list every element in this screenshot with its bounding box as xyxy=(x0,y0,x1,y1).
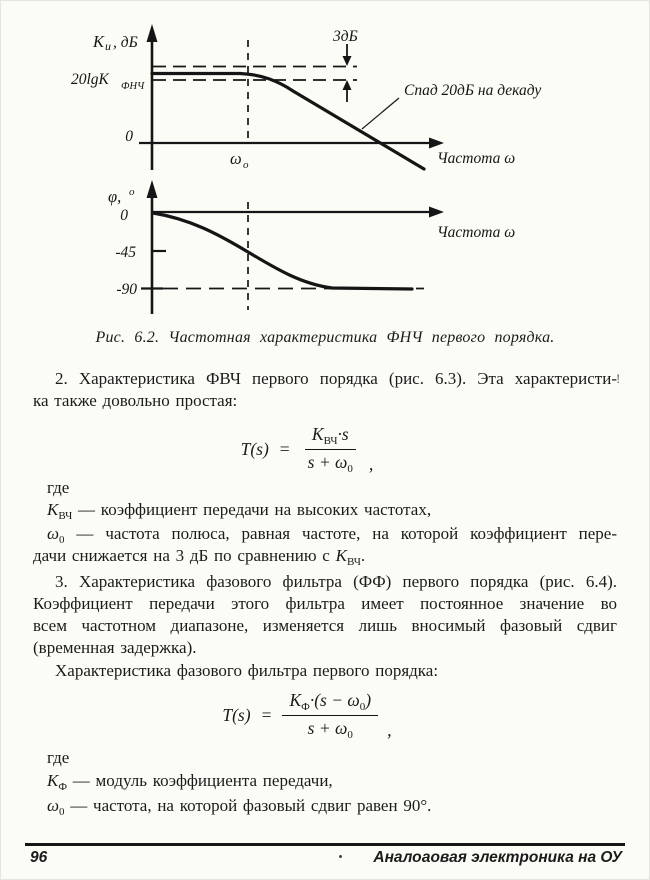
paragraph-3-line-1: 3. Характеристика фазового фильтра (ФФ) первого порядка (рис. 6.4). xyxy=(55,572,617,591)
footer-dot-artifact xyxy=(339,855,342,858)
definition-kvch: $K_{ВЧ}$ — коэффициент передачи на высоких частотах, xyxy=(47,500,432,522)
equals-sign: = xyxy=(279,439,290,459)
three-db-arrow-up-icon xyxy=(343,80,352,90)
footer-rule xyxy=(25,843,625,846)
mag-response-curve xyxy=(152,74,424,170)
mag-y-axis-label: K xyxy=(93,32,105,51)
phase-y-axis-label: φ, xyxy=(108,187,122,206)
definition-kf: $K_Ф$ — модуль коэффициента передачи, xyxy=(47,771,333,793)
formula-hpf-lhs: T(s) xyxy=(240,439,269,459)
formula-allpass-numerator: $K_Ф\cdot(s - \omega_0)$ xyxy=(282,690,378,716)
phase-tick-45-label: -45 xyxy=(115,244,136,261)
three-db-label: 3дБ xyxy=(333,28,358,45)
paragraph-4: Характеристика фазового фильтра первого порядка: xyxy=(55,661,439,680)
paragraph-3-line-2: Коэффициент передачи этого фильтра имеет постоянное значение во xyxy=(33,594,617,613)
slope-label: Спад 20дБ на декаду xyxy=(404,82,542,99)
figure-6-2 xyxy=(0,0,650,320)
phase-plot xyxy=(108,180,515,314)
corner-frequency-sub: o xyxy=(243,159,249,171)
mag-y-axis-arrow-icon xyxy=(147,24,158,42)
where-intro-1: где xyxy=(47,478,70,497)
phase-x-axis-arrow-icon xyxy=(429,207,444,218)
page-number: 96 xyxy=(30,849,48,866)
mag-y-axis-label-sub: и xyxy=(105,39,111,53)
formula-hpf-numerator: $K_{ВЧ}\cdot s$ xyxy=(305,424,356,450)
mag-x-axis-label: Частота ω xyxy=(437,150,516,167)
formula-allpass-fraction xyxy=(282,690,378,741)
formula-hpf-denominator: $s + \omega_0$ xyxy=(307,452,353,475)
phase-y-axis-arrow-icon xyxy=(147,180,158,198)
formula-hpf-fraction xyxy=(301,424,360,475)
mag-y-axis-units: , дБ xyxy=(113,34,138,51)
passband-level-label: 20lgK xyxy=(71,71,109,88)
paragraph-3-line-4: (временная задержка). xyxy=(33,638,197,657)
phase-response-curve xyxy=(153,213,412,289)
corner-frequency-label: ω xyxy=(230,149,242,168)
equals-sign: = xyxy=(261,705,272,725)
definition-omega0-line-2: дачи снижается на 3 дБ по сравнению с $K_{ВЧ}$. xyxy=(33,546,366,568)
formula-comma: , xyxy=(387,720,392,740)
magnitude-plot xyxy=(71,24,541,171)
formula-comma: , xyxy=(368,454,374,474)
mag-x-axis-arrow-icon xyxy=(429,138,444,149)
phase-x-axis-label: Частота ω xyxy=(437,224,516,241)
paragraph-2-line-1: 2. Характеристика ФВЧ первого порядка (рис. 6.3). Эта характеристи- xyxy=(55,369,617,388)
paragraph-2-line-2: ка также довольно простая: xyxy=(33,391,238,410)
formula-allpass-lhs: T(s) xyxy=(222,705,251,725)
figure-caption: Рис. 6.2. Частотная характеристика ФНЧ первого порядка. xyxy=(95,329,555,346)
formula-allpass-denominator: $s + \omega_0$ xyxy=(307,718,353,741)
passband-level-sub: ФНЧ xyxy=(121,81,145,92)
running-title: Аналоаовая электроника на ОУ xyxy=(373,849,622,866)
mag-origin-label: 0 xyxy=(125,128,133,145)
paragraph-3-line-3: всем частотном диапазоне, изменяется лишь вносимый фазовый сдвиг xyxy=(33,616,617,635)
formula-hpf xyxy=(0,424,632,475)
definition-omega0-phase: $\omega_0$ — частота, на которой фазовый сдвиг равен 90°. xyxy=(47,796,432,818)
phase-tick-90-label: -90 xyxy=(116,281,137,298)
where-intro-2: где xyxy=(47,748,70,767)
phase-y-axis-deg: o xyxy=(129,186,135,198)
scan-artifact: ! xyxy=(616,371,621,386)
three-db-arrow-down-icon xyxy=(343,56,352,66)
definition-omega0-line-1: $\omega_0$ — частота полюса, равная частоте, на которой коэффициент пере- xyxy=(47,524,617,546)
slope-callout-line xyxy=(362,98,399,129)
phase-tick-0-label: 0 xyxy=(120,207,128,224)
formula-allpass xyxy=(0,690,632,741)
